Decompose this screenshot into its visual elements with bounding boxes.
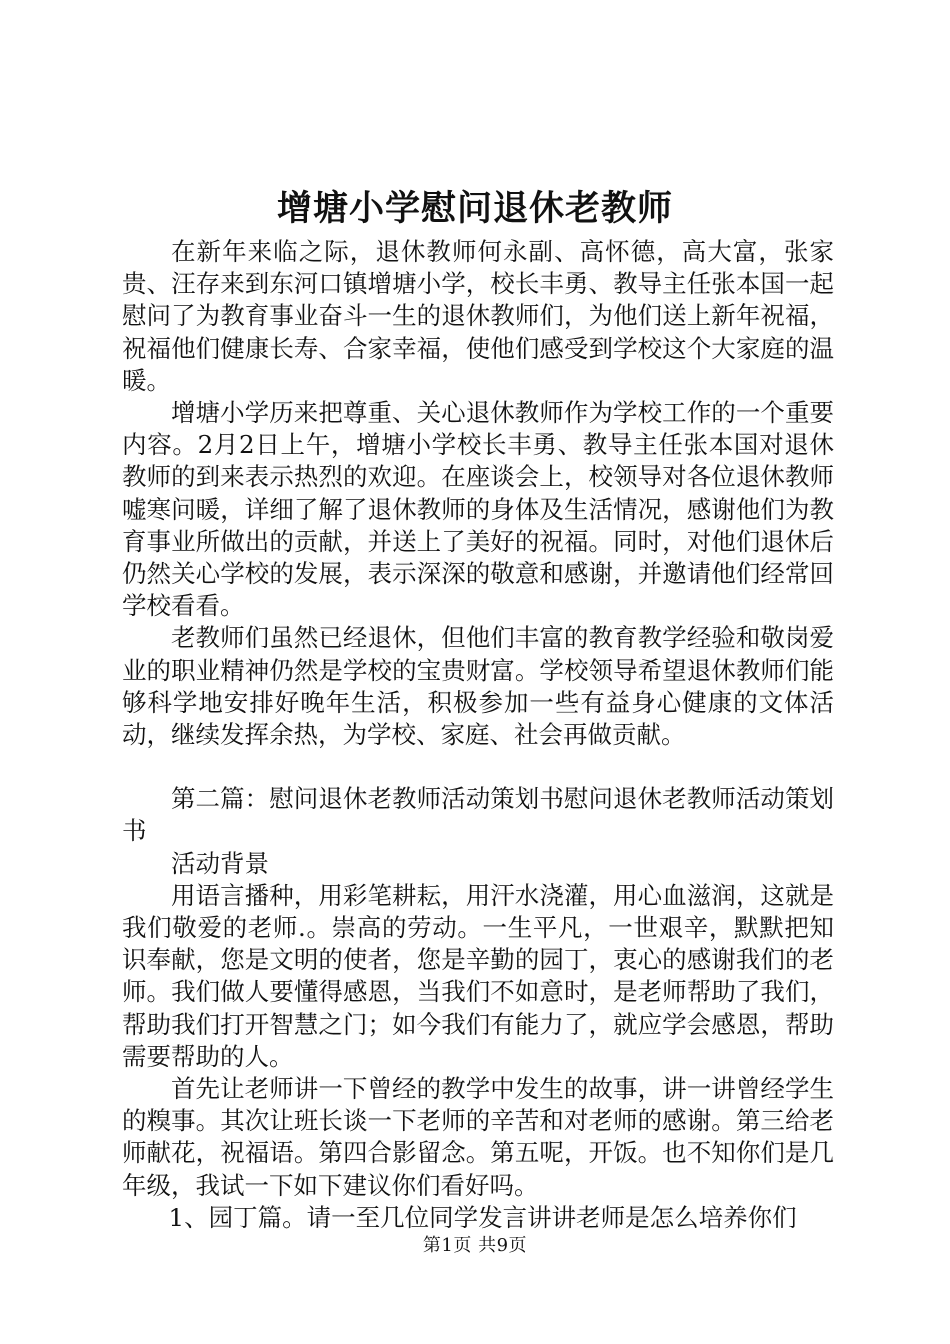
paragraph-background: 用语言播种，用彩笔耕耘，用汗水浇灌，用心血滋润，这就是我们敬爱的老师.。崇高的劳动。一生平凡，一世艰辛，默默把知识奉献，您是文明的使者，您是辛勤的园丁，衷心的感谢我们的老师。我们做人要懂得感恩，当我们不如意时，是老师帮助了我们，帮助我们打开智慧之门；如今我们有能力了，就应学会感恩，帮助需要帮助的人。 [122,880,834,1071]
subheading-activity-background: 活动背景 [171,848,269,878]
paragraph-visit-intro: 在新年来临之际，退休教师何永副、高怀德，高大富，张家贵、汪存来到东河口镇增塘小学，校长丰勇、教导主任张本国一起慰问了为教育事业奋斗一生的退休教师们，为他们送上新年祝福，祝福他们健康长寿、合家幸福，使他们感受到学校这个大家庭的温暖。 [122,237,834,395]
paragraph-school-care: 增塘小学历来把尊重、关心退休教师作为学校工作的一个重要内容。2月2日上午，增塘小学校长丰勇、教导主任张本国对退休教师的到来表示热烈的欢迎。在座谈会上，校领导对各位退休教师嘘寒问暖，详细了解了退休教师的身体及生活情况，感谢他们为教育事业所做出的贡献，并送上了美好的祝福。同时，对他们退休后仍然关心学校的发展，表示深深的敬意和感谢，并邀请他们经常回学校看看。 [122,398,834,621]
page-number-footer: 第1页 共9页 [422,1235,528,1256]
paragraph-retired-value: 老教师们虽然已经退休，但他们丰富的教育教学经验和敬岗爱业的职业精神仍然是学校的宝贵财富。学校领导希望退休教师们能够科学地安排好晚年生活，积极参加一些有益身心健康的文体活动，继续发挥余热，为学校、家庭、社会再做贡献。 [122,623,834,750]
paragraph-activity-steps: 首先让老师讲一下曾经的教学中发生的故事，讲一讲曾经学生的糗事。其次让班长谈一下老师的辛苦和对老师的感谢。第三给老师献花，祝福语。第四合影留念。第五呢，开饭。也不知你们是几年级，我试一下如下建议你们看好吗。 [122,1074,834,1200]
document-title: 增塘小学慰问退休老教师 [276,188,673,229]
paragraph-gardener-section: 1、园丁篇。请一至几位同学发言讲讲老师是怎么培养你们 [168,1202,797,1232]
section-heading-second-part: 第二篇：慰问退休老教师活动策划书慰问退休老教师活动策划书 [122,784,834,846]
document-body [122,236,834,1234]
